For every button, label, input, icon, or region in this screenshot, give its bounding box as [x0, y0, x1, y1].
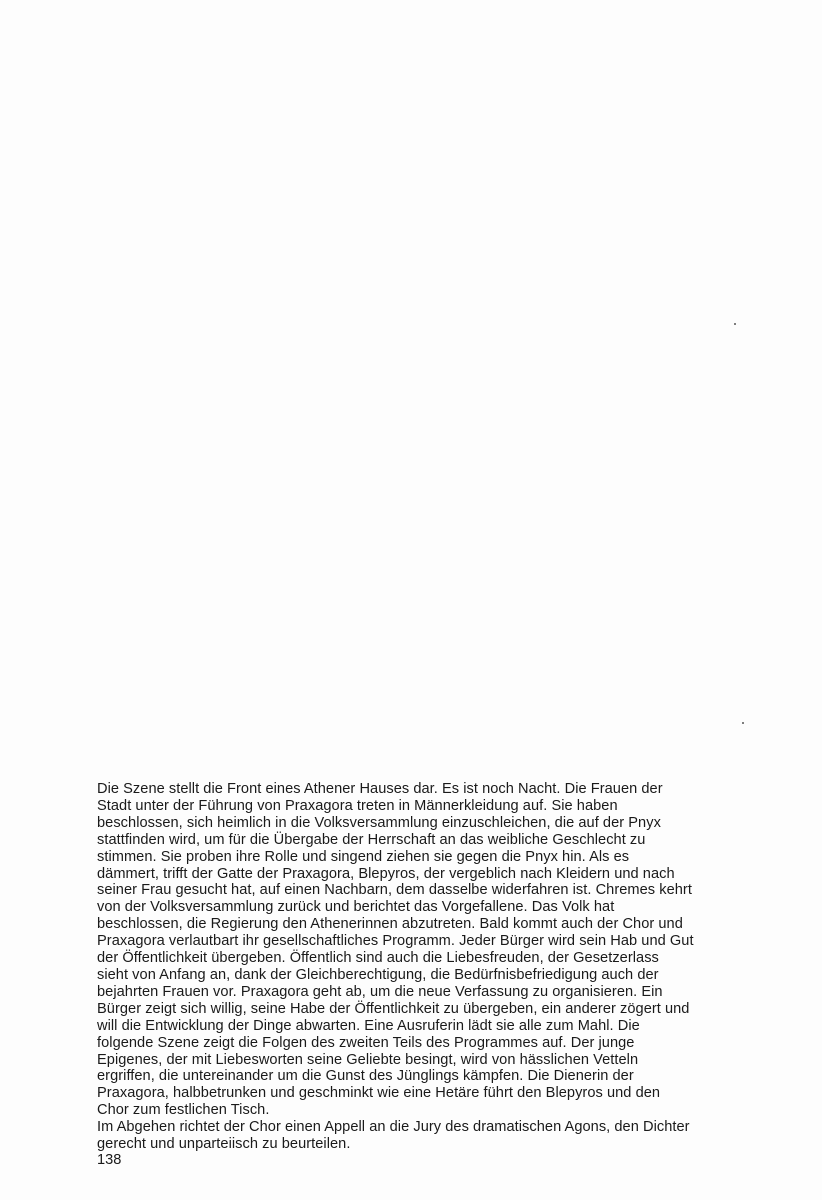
text-line: sieht von Anfang an, dank der Gleichberechtigung, die Bedürfnisbefriedigung auch der — [97, 966, 659, 983]
text-line: stimmen. Sie proben ihre Rolle und singend ziehen sie gegen die Pnyx hin. Als es — [97, 848, 630, 865]
page-number: 138 — [97, 1152, 122, 1168]
text-line: Bürger zeigt sich willig, seine Habe der Öffentlichkeit zu übergeben, ein anderer zögert und — [97, 1000, 690, 1017]
body-text — [97, 781, 777, 1153]
text-line: ergriffen, die untereinander um die Gunst des Jünglings kämpfen. Die Dienerin der — [97, 1068, 634, 1085]
text-line: der Öffentlichkeit übergeben. Öffentlich sind auch die Liebesfreuden, der Gesetzerlass — [97, 950, 659, 967]
paper-speck — [734, 323, 736, 325]
text-line: Praxagora verlautbart ihr gesellschaftliches Programm. Jeder Bürger wird sein Hab und Gut — [97, 933, 694, 950]
text-line: will die Entwicklung der Dinge abwarten. Eine Ausruferin lädt sie alle zum Mahl. Die — [97, 1017, 640, 1034]
text-line: beschlossen, die Regierung den Athenerinnen abzutreten. Bald kommt auch der Chor und — [97, 916, 683, 933]
text-line: beschlossen, sich heimlich in die Volksversammlung einzuschleichen, die auf der Pnyx — [97, 814, 661, 831]
text-line: stattfinden wird, um für die Übergabe der Herrschaft an das weibliche Geschlecht zu — [97, 831, 646, 848]
text-line: Praxagora, halbbetrunken und geschminkt wie eine Hetäre führt den Blepyros und den — [97, 1085, 661, 1102]
text-line: folgende Szene zeigt die Folgen des zweiten Teils des Programmes auf. Der junge — [97, 1034, 635, 1051]
text-line: Epigenes, der mit Liebesworten seine Geliebte besingt, wird von hässlichen Vetteln — [97, 1051, 639, 1068]
text-line: bejahrten Frauen vor. Praxagora geht ab, um die neue Verfassung zu organisieren. Ein — [97, 983, 663, 1000]
paper-speck — [742, 722, 744, 724]
text-line: Im Abgehen richtet der Chor einen Appell an die Jury des dramatischen Agons, den Dichter — [97, 1119, 690, 1136]
text-line: seiner Frau gesucht hat, auf einen Nachbarn, dem dasselbe widerfahren ist. Chremes kehrt — [97, 882, 692, 899]
text-line: Die Szene stellt die Front eines Athener Hauses dar. Es ist noch Nacht. Die Frauen der — [97, 781, 663, 797]
text-line: Stadt unter der Führung von Praxagora treten in Männerkleidung auf. Sie haben — [97, 797, 618, 814]
text-line: Chor zum festlichen Tisch. — [97, 1102, 270, 1119]
text-line: gerecht und unparteiisch zu beurteilen. — [97, 1136, 351, 1153]
text-line: dämmert, trifft der Gatte der Praxagora, Blepyros, der vergeblich nach Kleidern und nach — [97, 865, 675, 882]
text-line: von der Volksversammlung zurück und berichtet das Vorgefallene. Das Volk hat — [97, 899, 615, 916]
